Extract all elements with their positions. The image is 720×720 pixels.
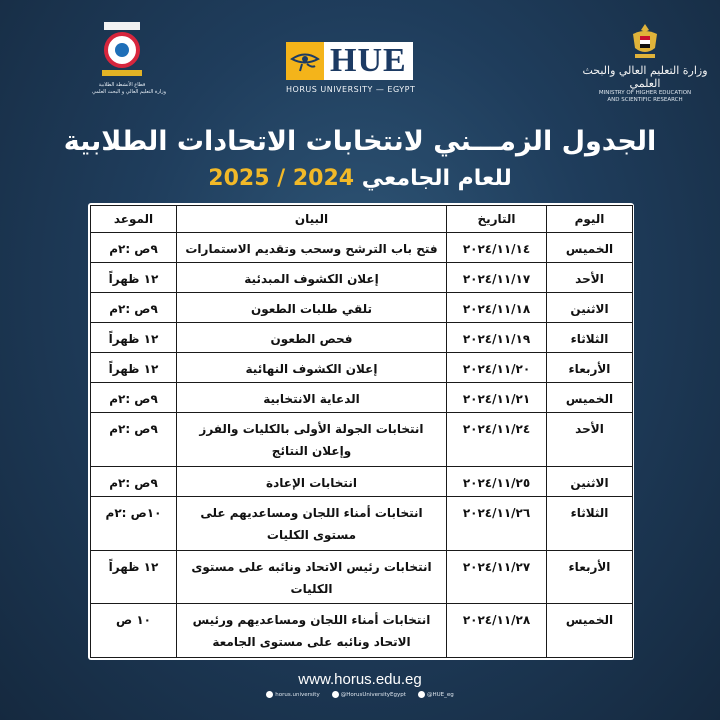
page-title: الجدول الزمـــني لانتخابات الاتحادات الطلابية xyxy=(63,126,657,157)
cell-time: ٩ص :٢م xyxy=(91,233,177,263)
cell-date: ٢٠٢٤/١١/١٤ xyxy=(447,233,547,263)
column-header-description: البيان xyxy=(177,206,447,233)
column-header-day: اليوم xyxy=(547,206,633,233)
cell-date: ٢٠٢٤/١١/٢٤ xyxy=(447,413,547,467)
cell-time: ١٢ ظهراً xyxy=(91,353,177,383)
horus-eye-icon xyxy=(286,42,324,80)
social-handle: horus.university xyxy=(275,691,320,698)
cell-description: انتخابات الإعادة xyxy=(177,466,447,496)
cell-time: ١٢ ظهراً xyxy=(91,550,177,604)
table-row xyxy=(91,263,633,293)
social-handle: @HorusUniversityEgypt xyxy=(340,691,406,698)
cell-day: الخميس xyxy=(547,233,633,263)
cell-description: فتح باب الترشح وسحب وتقديم الاستمارات xyxy=(177,233,447,263)
cell-day: الأحد xyxy=(547,413,633,467)
cell-date: ٢٠٢٤/١١/١٧ xyxy=(447,263,547,293)
cell-time: ٩ص :٢م xyxy=(91,413,177,467)
table-row xyxy=(91,293,633,323)
social-link[interactable] xyxy=(418,691,454,698)
cell-date: ٢٠٢٤/١١/٢٧ xyxy=(447,550,547,604)
ministry-english-line2: AND SCIENTIFIC RESEARCH xyxy=(607,97,683,103)
cell-date: ٢٠٢٤/١١/٢١ xyxy=(447,383,547,413)
cell-time: ١٠ ص xyxy=(91,604,177,658)
cell-date: ٢٠٢٤/١١/٢٥ xyxy=(447,466,547,496)
ministry-arabic-name: وزارة التعليم العالي والبحث العلمي xyxy=(582,64,708,90)
cell-day: الثلاثاء xyxy=(547,323,633,353)
schedule-rows xyxy=(91,233,633,658)
website-url[interactable]: www.horus.edu.eg xyxy=(298,671,422,688)
schedule-table xyxy=(90,205,633,658)
hue-logo xyxy=(286,42,436,94)
cell-description: انتخابات رئيس الاتحاد ونائبه على مستوى الكليات xyxy=(177,550,447,604)
cell-description: انتخابات الجولة الأولى بالكليات والفرز وإعلان النتائج xyxy=(177,413,447,467)
social-links xyxy=(0,691,720,698)
table-row xyxy=(91,323,633,353)
table-row xyxy=(91,383,633,413)
hue-brand: HUE xyxy=(324,42,413,80)
eagle-icon xyxy=(629,22,661,62)
facebook-icon xyxy=(332,691,339,698)
cell-day: الاثنين xyxy=(547,466,633,496)
cell-day: الثلاثاء xyxy=(547,496,633,550)
cell-day: الأربعاء xyxy=(547,550,633,604)
ministry-logo xyxy=(580,22,710,104)
academic-year-title xyxy=(0,166,720,191)
cell-date: ٢٠٢٤/١١/١٨ xyxy=(447,293,547,323)
cell-day: الأحد xyxy=(547,263,633,293)
cell-date: ٢٠٢٤/١١/٢٠ xyxy=(447,353,547,383)
social-link[interactable] xyxy=(266,691,319,698)
student-activities-crest-icon xyxy=(98,22,146,82)
table-row xyxy=(91,496,633,550)
cell-day: الخميس xyxy=(547,383,633,413)
cell-description: إعلان الكشوف المبدئية xyxy=(177,263,447,293)
cell-time: ١٢ ظهراً xyxy=(91,323,177,353)
instagram-icon xyxy=(266,691,273,698)
ministry-english-line1: MINISTRY OF HIGHER EDUCATION xyxy=(598,90,692,96)
table-row xyxy=(91,550,633,604)
hue-subtitle: HORUS UNIVERSITY — EGYPT xyxy=(286,85,416,94)
cell-description: انتخابات أمناء اللجان ومساعديهم ورئيس الاتحاد ونائبه على مستوى الجامعة xyxy=(177,604,447,658)
ministry-caption-small: وزارة التعليم العالي و البحث العلمي xyxy=(92,89,167,95)
cell-description: الدعاية الانتخابية xyxy=(177,383,447,413)
schedule-table-card xyxy=(88,203,634,660)
x-icon xyxy=(418,691,425,698)
table-row xyxy=(91,233,633,263)
cell-day: الخميس xyxy=(547,604,633,658)
academic-year-value: 2025 / 2024 xyxy=(208,166,355,191)
cell-date: ٢٠٢٤/١١/١٩ xyxy=(447,323,547,353)
column-header-time: الموعد xyxy=(91,206,177,233)
cell-day: الأربعاء xyxy=(547,353,633,383)
cell-date: ٢٠٢٤/١١/٢٦ xyxy=(447,496,547,550)
table-row xyxy=(91,413,633,467)
table-row xyxy=(91,466,633,496)
table-row xyxy=(91,353,633,383)
student-activities-caption: قطاع الأنشطة الطلابية xyxy=(98,82,146,88)
table-header-row xyxy=(91,206,633,233)
cell-time: ٩ص :٢م xyxy=(91,466,177,496)
academic-year-label: للعام الجامعي xyxy=(361,166,512,191)
social-handle: @HUE_eg xyxy=(426,691,454,698)
cell-date: ٢٠٢٤/١١/٢٨ xyxy=(447,604,547,658)
social-link[interactable] xyxy=(332,691,406,698)
cell-description: إعلان الكشوف النهائية xyxy=(177,353,447,383)
cell-description: فحص الطعون xyxy=(177,323,447,353)
cell-day: الاثنين xyxy=(547,293,633,323)
table-row xyxy=(91,604,633,658)
cell-description: انتخابات أمناء اللجان ومساعديهم على مستوى الكليات xyxy=(177,496,447,550)
student-activities-logo xyxy=(92,22,167,96)
column-header-date: التاريخ xyxy=(447,206,547,233)
cell-time: ١٠ص :٢م xyxy=(91,496,177,550)
cell-time: ٩ص :٢م xyxy=(91,293,177,323)
cell-description: تلقي طلبات الطعون xyxy=(177,293,447,323)
cell-time: ٩ص :٢م xyxy=(91,383,177,413)
cell-time: ١٢ ظهراً xyxy=(91,263,177,293)
